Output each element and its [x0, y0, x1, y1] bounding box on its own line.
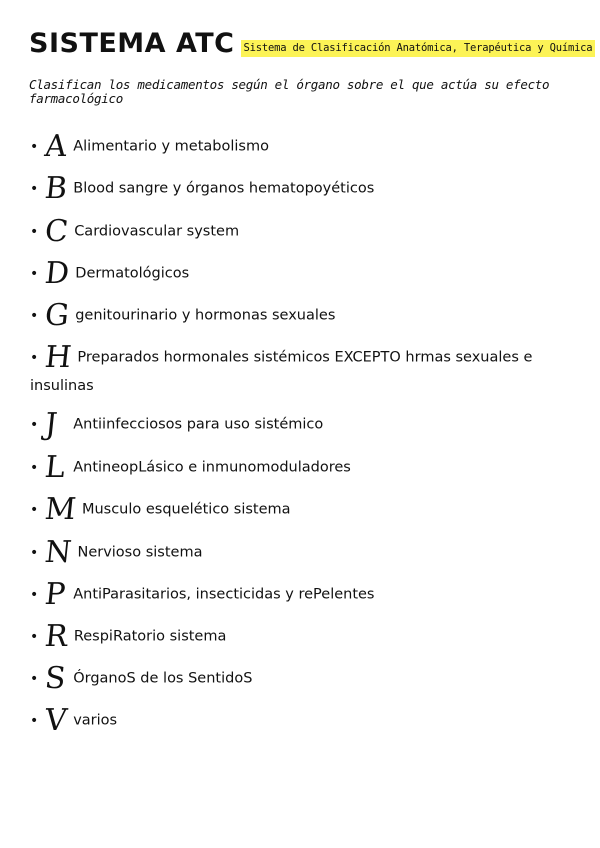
item-letter: J [42, 407, 59, 442]
item-letter: V [42, 703, 69, 738]
item-text: Blood sangre y órganos hematopoyéticos [73, 180, 375, 197]
item-text: AntiParasitarios, insecticidas y rePelentes [73, 586, 375, 603]
bullet-icon: • [30, 223, 39, 240]
item-text: Cardiovascular system [74, 223, 240, 240]
list-item [30, 450, 575, 485]
list-item [30, 340, 575, 401]
item-letter: R [42, 619, 70, 654]
item-text: RespiRatorio sistema [73, 628, 227, 645]
bullet-icon: • [30, 501, 39, 518]
list-item [30, 492, 575, 527]
highlighted-subtitle: Sistema de Clasificación Anatómica, Terapéutica y Química [241, 40, 596, 57]
list-item [30, 214, 575, 249]
item-text: Alimentario y metabolismo [73, 138, 269, 155]
item-text: AntineopLásico e inmunomoduladores [73, 459, 351, 476]
item-letter: S [42, 661, 68, 696]
list-item [30, 256, 575, 291]
bullet-icon: • [30, 544, 39, 561]
bullet-icon: • [30, 670, 39, 687]
item-text: genitourinario y hormonas sexuales [75, 307, 336, 324]
item-letter: M [42, 492, 78, 527]
list-item [30, 577, 575, 612]
list-item [30, 407, 575, 442]
item-text: varios [73, 712, 118, 729]
item-letter: D [42, 256, 71, 291]
bullet-icon: • [30, 349, 39, 366]
item-letter: A [42, 129, 69, 164]
bullet-icon: • [30, 586, 39, 603]
list-item [30, 535, 575, 570]
list-item [30, 703, 575, 738]
list-item [30, 661, 575, 696]
item-letter: G [42, 298, 71, 333]
bullet-icon: • [30, 180, 39, 197]
bullet-icon: • [30, 307, 39, 324]
list-item [30, 129, 575, 164]
item-text: Dermatológicos [75, 265, 190, 282]
bullet-icon: • [30, 712, 39, 729]
item-text: Musculo esquelético sistema [81, 501, 291, 518]
bullet-icon: • [30, 265, 39, 282]
item-letter: H [42, 340, 73, 375]
intro-text: Clasifican los medicamentos según el órgano sobre el que actúa su efecto farmacológico [29, 77, 550, 106]
item-text: Nervioso sistema [77, 544, 203, 561]
item-letter: N [42, 535, 73, 570]
item-letter: B [42, 171, 69, 206]
item-text: Preparados hormonales sistémicos EXCEPTO hrmas sexuales e insulinas [30, 349, 533, 394]
bullet-icon: • [30, 416, 39, 433]
list-item [30, 171, 575, 206]
bullet-icon: • [30, 459, 39, 476]
item-text: Antiinfecciosos para uso sistémico [73, 416, 324, 433]
page-title: SISTEMA ATC [29, 28, 235, 59]
item-letter: P [42, 577, 67, 612]
bullet-icon: • [30, 138, 39, 155]
header [29, 26, 595, 62]
bullet-icon: • [30, 628, 39, 645]
item-letter: L [42, 450, 67, 485]
list-item [30, 619, 575, 654]
item-text: ÓrganoS de los SentidoS [73, 670, 253, 687]
list-item [30, 298, 575, 333]
item-letter: C [42, 214, 70, 249]
